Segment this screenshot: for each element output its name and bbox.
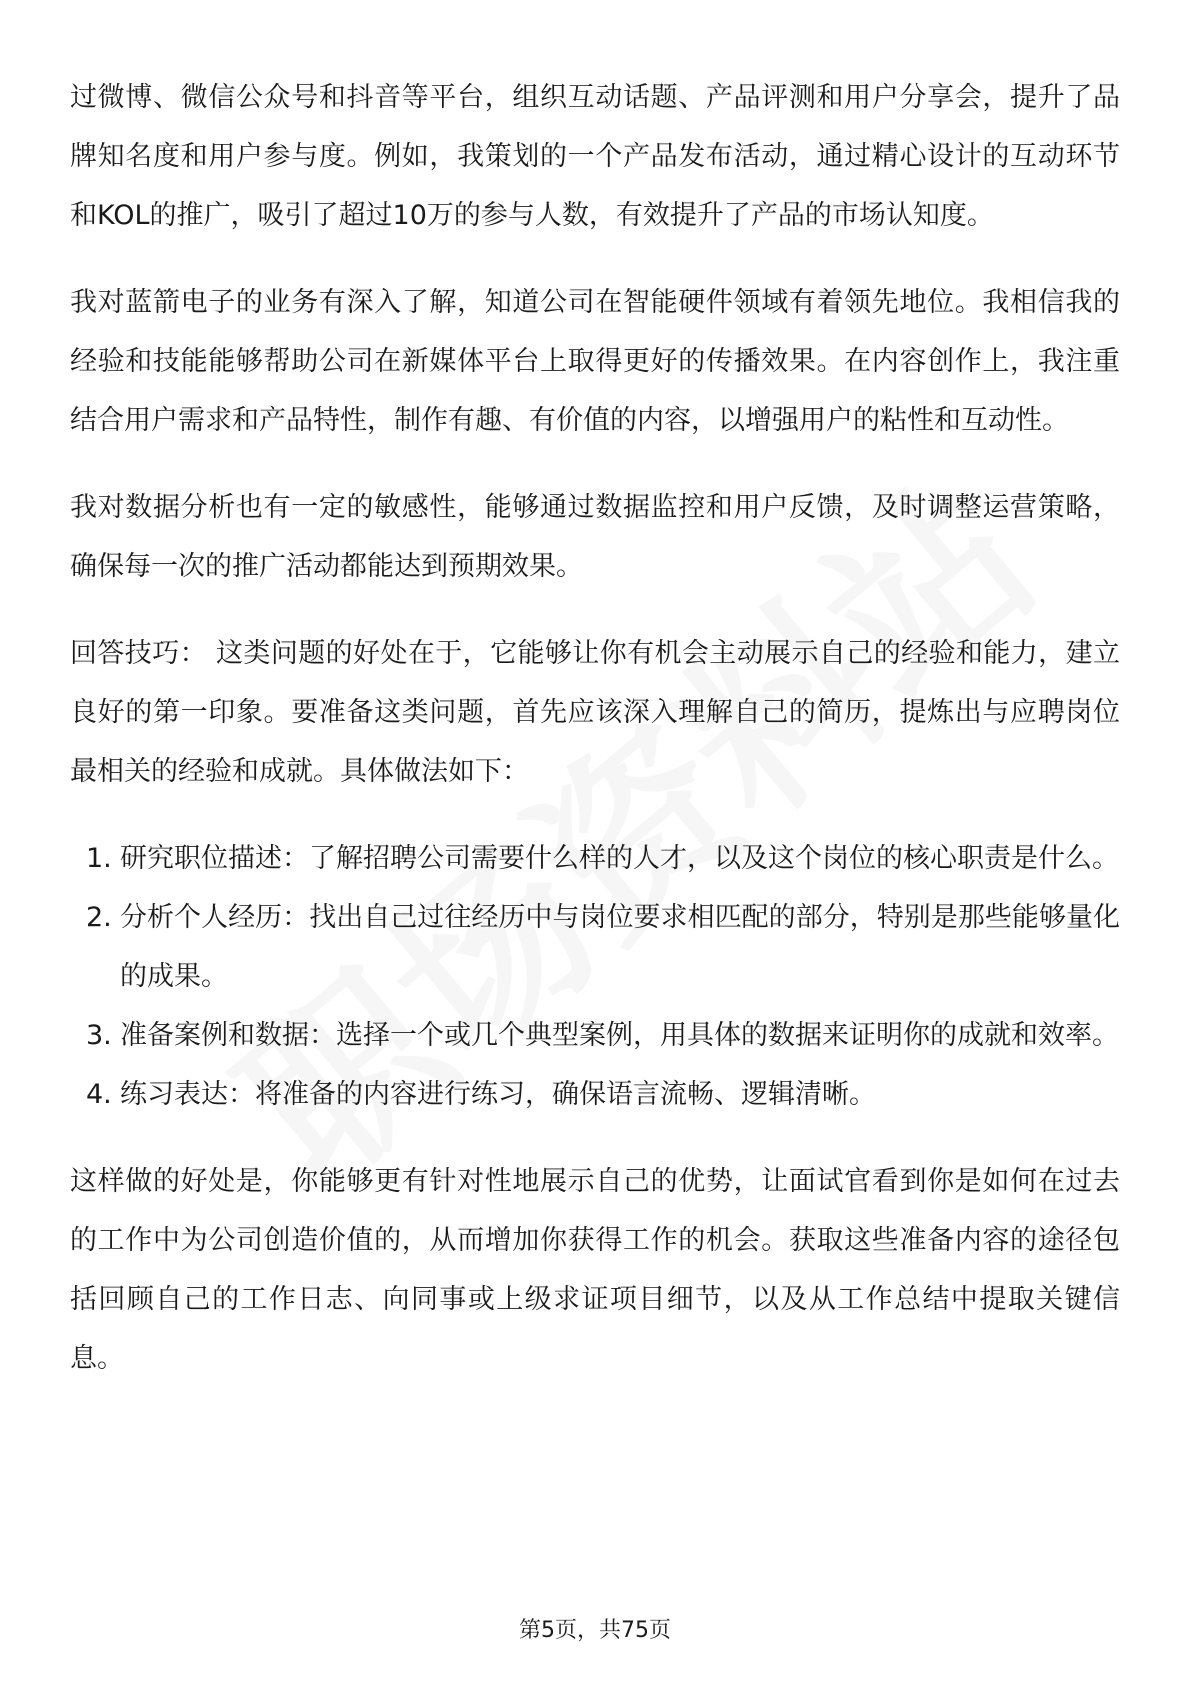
list-item bbox=[70, 829, 1120, 888]
list-item-number: 2. bbox=[86, 902, 112, 933]
document-body bbox=[70, 68, 1120, 1416]
list-item-text: 分析个人经历：找出自己过往经历中与岗位要求相匹配的部分，特别是那些能够量化的成果。 bbox=[120, 902, 1120, 992]
paragraph-3: 我对数据分析也有一定的敏感性，能够通过数据监控和用户反馈，及时调整运营策略，确保每一次的推广活动都能达到预期效果。 bbox=[70, 492, 1120, 582]
list-item-text: 练习表达：将准备的内容进行练习，确保语言流畅、逻辑清晰。 bbox=[120, 1079, 876, 1110]
steps-list bbox=[70, 829, 1120, 1124]
list-item-number: 4. bbox=[86, 1079, 112, 1110]
list-item-number: 1. bbox=[86, 843, 112, 874]
list-item-text: 准备案例和数据：选择一个或几个典型案例，用具体的数据来证明你的成就和效率。 bbox=[120, 1020, 1119, 1051]
paragraph-closing: 这样做的好处是，你能够更有针对性地展示自己的优势，让面试官看到你是如何在过去的工作中为公司创造价值的，从而增加你获得工作的机会。获取这些准备内容的途径包括回顾自己的工作日志、向同事或上级求证项目细节，以及从工作总结中提取关键信息。 bbox=[70, 1166, 1120, 1374]
list-item bbox=[70, 888, 1120, 1006]
list-item-text: 研究职位描述：了解招聘公司需要什么样的人才，以及这个岗位的核心职责是什么。 bbox=[120, 843, 1119, 874]
list-item bbox=[70, 1065, 1120, 1124]
paragraph-answer-tips: 回答技巧： 这类问题的好处在于，它能够让你有机会主动展示自己的经验和能力，建立良好的第一印象。要准备这类问题，首先应该深入理解自己的简历，提炼出与应聘岗位最相关的经验和成就。具体做法如下： bbox=[70, 638, 1120, 787]
list-item bbox=[70, 1006, 1120, 1065]
page-number: 第5页，共75页 bbox=[519, 1618, 671, 1643]
list-item-number: 3. bbox=[86, 1020, 112, 1051]
paragraph-1: 过微博、微信公众号和抖音等平台，组织互动话题、产品评测和用户分享会，提升了品牌知名度和用户参与度。例如，我策划的一个产品发布活动，通过精心设计的互动环节和KOL的推广，吸引了超过10万的参与人数，有效提升了产品的市场认知度。 bbox=[70, 82, 1120, 231]
paragraph-2: 我对蓝箭电子的业务有深入了解，知道公司在智能硬件领域有着领先地位。我相信我的经验和技能能够帮助公司在新媒体平台上取得更好的传播效果。在内容创作上，我注重结合用户需求和产品特性，制作有趣、有价值的内容，以增强用户的粘性和互动性。 bbox=[70, 287, 1120, 436]
